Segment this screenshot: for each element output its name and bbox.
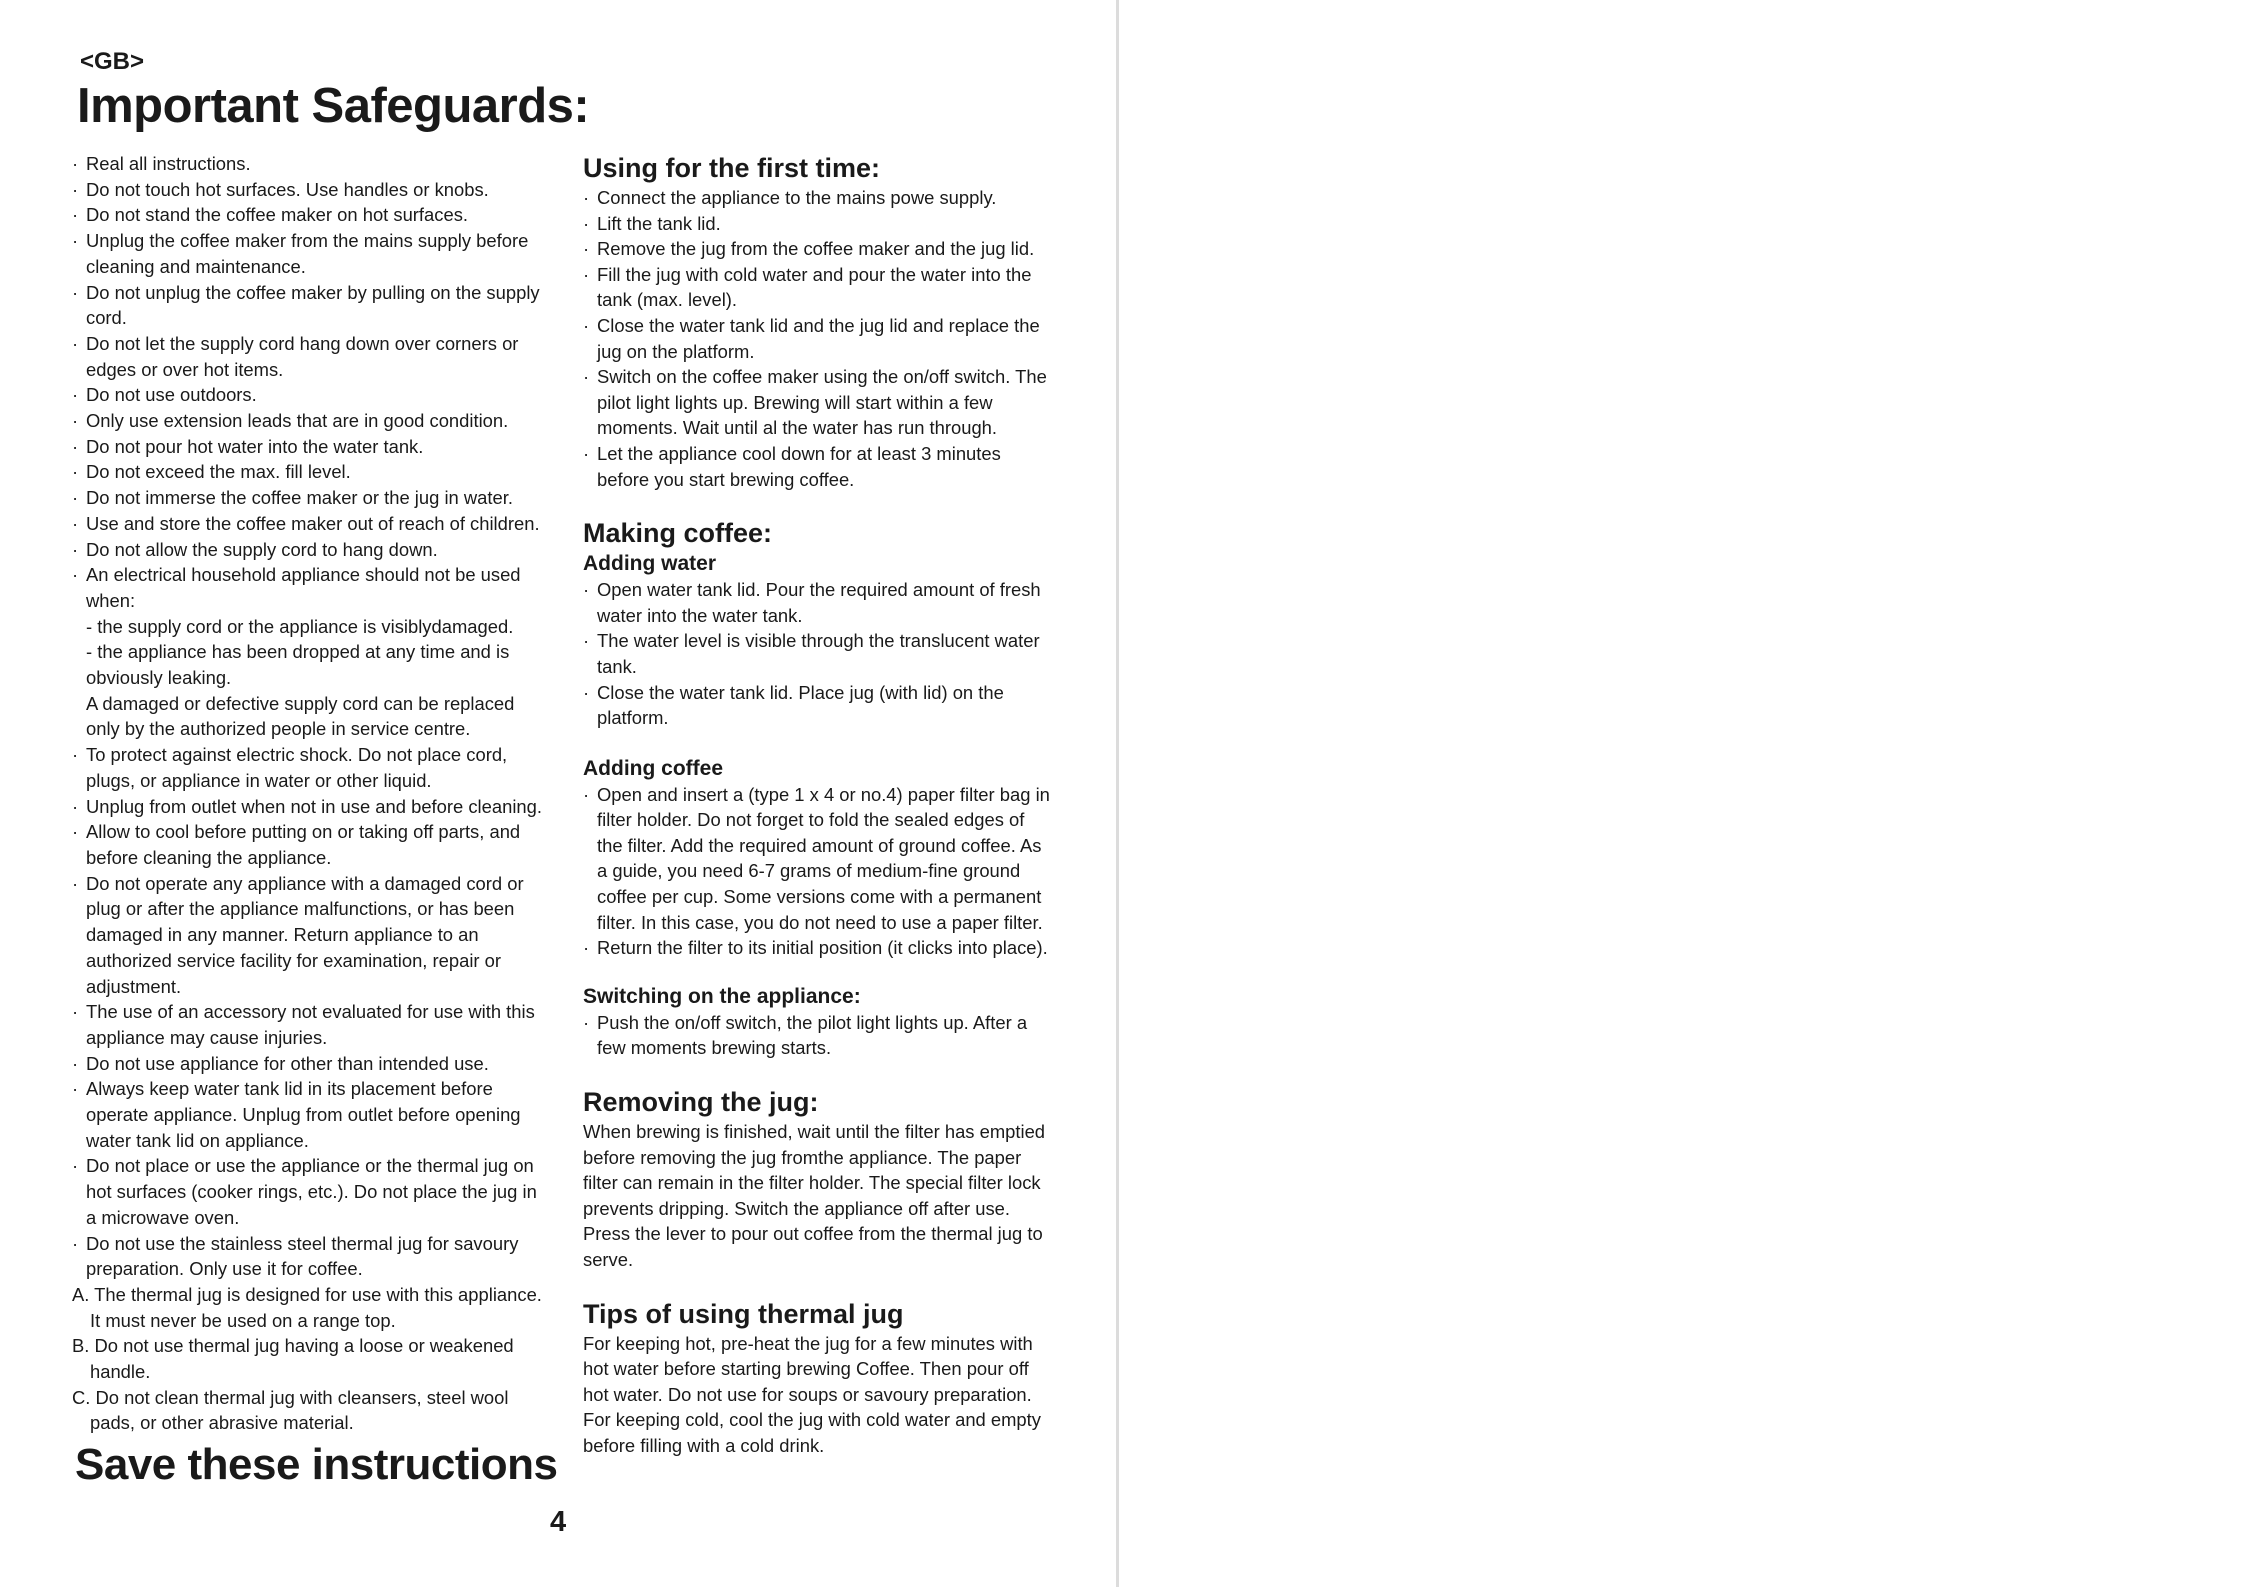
save-instructions-title: Save these instructions <box>75 1440 558 1489</box>
list-item: · Do not let the supply cord hang down over corners or edges or over hot items. <box>72 332 519 380</box>
list-item: · Open water tank lid. Pour the required amount of fresh water into the water tank. <box>583 579 1041 626</box>
list-item: · Use and store the coffee maker out of reach of children. <box>72 512 540 534</box>
list-item: · Remove the jug from the coffee maker and the jug lid. <box>583 238 1035 260</box>
safeguards-list <box>72 151 542 614</box>
left-page <box>0 0 1116 1587</box>
list-item: · Do not use outdoors. <box>72 384 257 406</box>
list-item: · Do not pour hot water into the water tank. <box>72 435 424 457</box>
list-item: · Fill the jug with cold water and pour the water into the tank (max. level). <box>583 263 1032 311</box>
tips-heading: Tips of using thermal jug <box>583 1298 904 1329</box>
list-item: · Do not use appliance for other than intended use. <box>72 1052 489 1074</box>
list-item: · Unplug the coffee maker from the mains supply before cleaning and maintenance. <box>72 230 529 277</box>
first-time-list <box>583 185 1053 492</box>
list-item: · Do not exceed the max. fill level. <box>72 461 351 483</box>
page-title: Important Safeguards: <box>77 79 590 133</box>
list-item: · Real all instructions. <box>72 153 251 174</box>
list-item: · Unplug from outlet when not in use and before cleaning. <box>72 795 542 817</box>
lettered-item: B. Do not use thermal jug having a loose or weakened handle. <box>72 1335 514 1383</box>
list-item: · Do not touch hot surfaces. Use handles or knobs. <box>72 178 489 200</box>
adding-coffee-heading: Adding coffee <box>583 756 723 780</box>
list-item: · To protect against electric shock. Do not place cord, plugs, or appliance in water or other liquid. <box>72 744 508 791</box>
usage-column <box>583 151 1053 1459</box>
list-item: · Allow to cool before putting on or taking off parts, and before cleaning the appliance. <box>72 821 521 868</box>
list-item: · Do not stand the coffee maker on hot surfaces. <box>72 204 469 226</box>
list-item: · Do not operate any appliance with a damaged cord or plug or after the appliance malfunctions, or has been damaged in any manner. Return appliance to an authorized service facility for examination, repair or adjustment. <box>72 872 524 997</box>
list-item: · Lift the tank lid. <box>583 212 721 234</box>
list-item: · Close the water tank lid. Place jug (with lid) on the platform. <box>583 681 1004 729</box>
list-item: · Always keep water tank lid in its placement before operate appliance. Unplug from outlet before opening water tank lid on appliance. <box>72 1078 521 1151</box>
lettered-item: C. Do not clean thermal jug with cleansers, steel wool pads, or other abrasive material. <box>72 1386 509 1434</box>
removing-jug-heading: Removing the jug: <box>583 1087 819 1118</box>
safeguards-list-continued <box>72 742 542 1282</box>
removing-jug-text: When brewing is finished, wait until the filter has emptied before removing the jug fromthe appliance. The paper filter can remain in the filter holder. The special filter lock prevents dripping. Switch the appliance off after use. Press the lever to pour out coffee from the thermal jug to serve. <box>583 1121 1046 1270</box>
adding-water-list <box>583 577 1053 731</box>
list-item: · Do not immerse the coffee maker or the jug in water. <box>72 487 513 509</box>
list-item: · Connect the appliance to the mains powe supply. <box>583 187 997 208</box>
list-item: · Close the water tank lid and the jug lid and replace the jug on the platform. <box>583 314 1040 362</box>
sub-item: - the appliance has been dropped at any time and is obviously leaking. <box>86 641 510 689</box>
tips-text: For keeping hot, pre-heat the jug for a few minutes with hot water before starting brewing Coffee. Then pour off hot water. Do not use for soups or savoury preparation. For keeping cold, cool the jug with cold water and empty before filling with a cold drink. <box>583 1332 1041 1456</box>
list-item: · Let the appliance cool down for at least 3 minutes before you start brewing coffee. <box>583 442 1001 490</box>
list-item: · Switch on the coffee maker using the on/off switch. The pilot light lights up. Brewing will start within a few moments. Wait until al the water has run through. <box>583 366 1047 439</box>
page-number: 4 <box>550 1506 567 1538</box>
adding-coffee-list <box>583 782 1053 961</box>
switching-on-list <box>583 1010 1053 1061</box>
adding-water-heading: Adding water <box>583 552 717 576</box>
list-item: · The water level is visible through the translucent water tank. <box>583 630 1040 677</box>
list-item: · Do not use the stainless steel thermal jug for savoury preparation. Only use it for coffee. <box>72 1232 519 1280</box>
sub-item: - the supply cord or the appliance is visiblydamaged. <box>86 615 514 637</box>
language-tag: <GB> <box>80 48 145 75</box>
list-item: · An electrical household appliance should not be used when: <box>72 564 521 611</box>
list-item: · Push the on/off switch, the pilot light lights up. After a few moments brewing starts. <box>583 1011 1028 1059</box>
safeguards-column <box>72 151 542 1436</box>
lettered-item: A. The thermal jug is designed for use with this appliance. It must never be used on a range top. <box>72 1283 542 1331</box>
list-item: · Only use extension leads that are in good condition. <box>72 410 509 432</box>
sub-item: A damaged or defective supply cord can be replaced only by the authorized people in service centre. <box>86 692 515 740</box>
switching-on-heading: Switching on the appliance: <box>583 984 861 1008</box>
list-item: · Do not allow the supply cord to hang down. <box>72 538 438 560</box>
list-item: · Return the filter to its initial position (it clicks into place). <box>583 937 1048 959</box>
list-item: · The use of an accessory not evaluated for use with this appliance may cause injuries. <box>72 1001 535 1048</box>
right-page-blank <box>1119 0 2245 1587</box>
list-item: · Open and insert a (type 1 x 4 or no.4) paper filter bag in filter holder. Do not forget to fold the sealed edges of the filter. Add the required amount of ground coffee. As a guide, you need 6-7 grams of medium-fine ground coffee per cup. Some versions come with a permanent filter. In this case, you do not need to use a paper filter. <box>583 783 1050 933</box>
making-coffee-heading: Making coffee: <box>583 518 773 549</box>
first-time-heading: Using for the first time: <box>583 153 881 183</box>
list-item: · Do not place or use the appliance or the thermal jug on hot surfaces (cooker rings, etc.). Do not place the jug in a microwave oven. <box>72 1155 537 1228</box>
list-item: · Do not unplug the coffee maker by pulling on the supply cord. <box>72 281 540 329</box>
